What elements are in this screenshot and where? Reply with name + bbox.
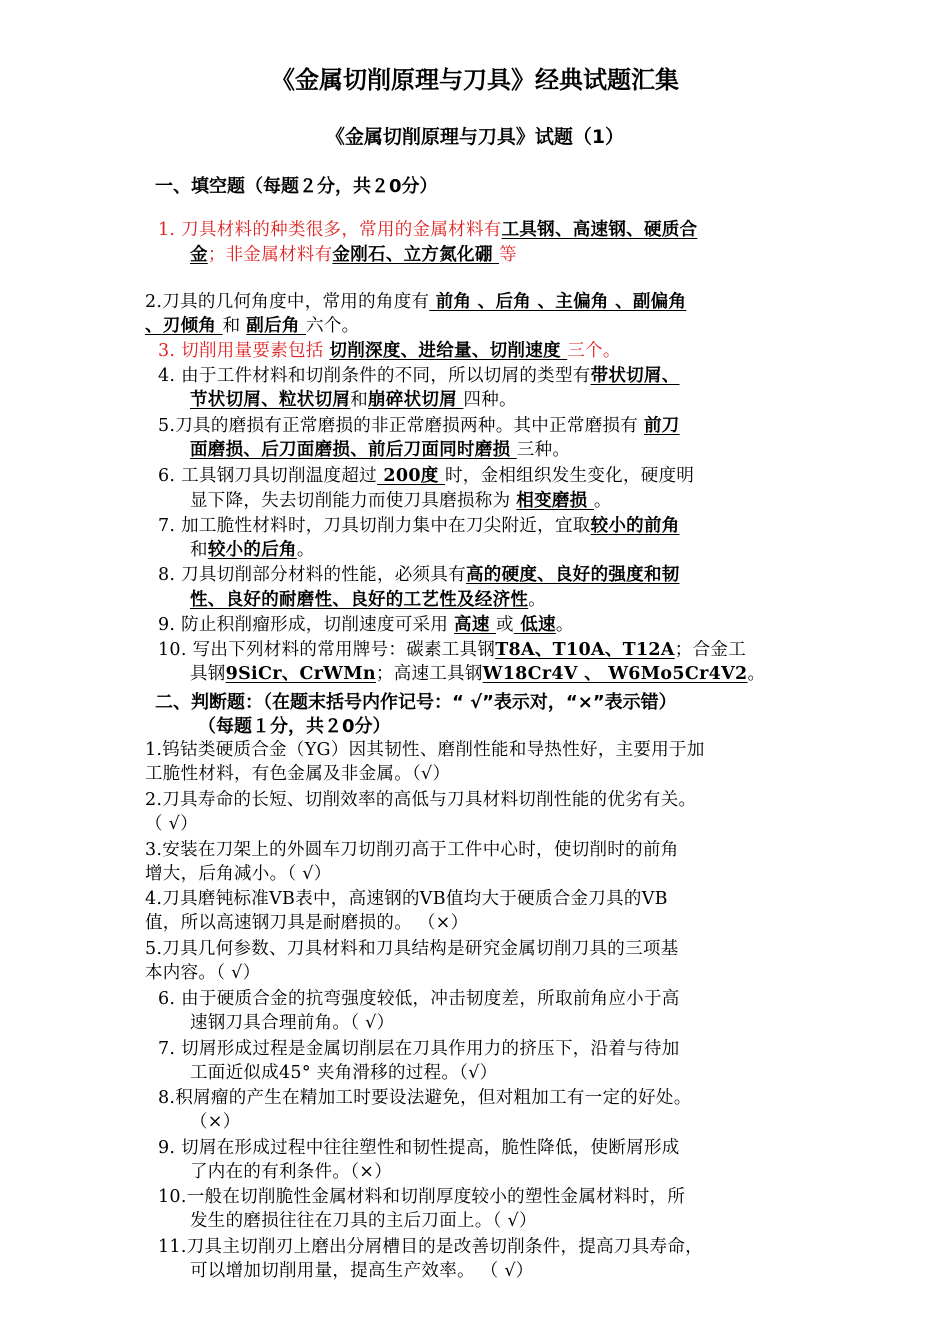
fill-q2-text3: 六个。 [306, 316, 360, 336]
fill-q4-text: 4. 由于工件材料和切削条件的不同，所以切屑的类型有 [158, 366, 591, 386]
document-subtitle: 《金属切削原理与刀具》试题（1） [325, 126, 625, 148]
judge-q7-line1: 7. 切屑形成过程是金属切削层在刀具作用力的挤压下，沿着与待加 [158, 1039, 680, 1059]
fill-q5-answer-cont: 面磨损、后刀面磨损、前后刀面同时磨损 [190, 440, 517, 460]
fill-q10-text: 10. 写出下列材料的常用牌号：碳素工具钢 [158, 640, 496, 660]
fill-q3 [158, 339, 621, 363]
fill-q5-answer: 前刀 [643, 416, 680, 436]
fill-q4-answer2: 崩碎状切屑 [368, 390, 464, 410]
fill-q5-line1 [158, 414, 680, 438]
fill-q4-answer-cont: 节状切屑、粒状切屑 [190, 390, 351, 410]
section-judge-note: （每题１分，共２0分） [198, 716, 391, 737]
judge-q6-line1: 6. 由于硬质合金的抗弯强度较低，冲击韧度差，所取前角应小于高 [158, 989, 680, 1009]
fill-q1-text3: 等 [499, 245, 517, 265]
fill-q6-answer2: 相变磨损 [516, 491, 594, 511]
fill-q2-line2 [145, 314, 359, 338]
fill-q7-line1 [158, 514, 680, 538]
fill-q8-text2: 。 [528, 590, 547, 610]
document-title: 《金属切削原理与刀具》经典试题汇集 [271, 66, 679, 94]
fill-q2-answer-cont: 、刃倾角 [145, 316, 223, 336]
fill-q6-text: 6. 工具钢刀具切削温度超过 [158, 466, 377, 486]
fill-q5-text: 5.刀具的磨损有正常磨损的非正常磨损两种。其中正常磨损有 [158, 416, 644, 436]
fill-q6-line2 [190, 489, 612, 513]
fill-q6-text3: 显下降，失去切削能力而使刀具磨损称为 [190, 491, 517, 511]
fill-q10-answer3: W18Cr4V 、 W6Mo5Cr4V2 [482, 664, 748, 684]
fill-q4-text2: 和 [350, 390, 369, 410]
judge-q2-line2: （ √） [145, 814, 198, 834]
judge-q1-line2: 工脆性材料，有色金属及非金属。（√） [145, 764, 451, 784]
fill-q6-text4: 。 [593, 491, 612, 511]
fill-q1-line1 [158, 218, 697, 242]
fill-q10-answer2: 9SiCr、CrWMn [225, 664, 376, 684]
fill-q7-text: 7. 加工脆性材料时，刀具切削力集中在刀尖附近，宜取 [158, 516, 591, 536]
fill-q10-text4: ；高速工具钢 [375, 664, 483, 684]
fill-q8-line2 [190, 588, 546, 612]
fill-q3-text2: 三个。 [567, 341, 621, 361]
judge-q9-line2: 了内在的有利条件。（×） [190, 1162, 393, 1182]
judge-q6-line2: 速钢刀具合理前角。（ √） [190, 1013, 395, 1033]
fill-q7-text3: 。 [296, 540, 315, 560]
fill-q2-text: 2.刀具的几何角度中，常用的角度有 [145, 292, 430, 312]
judge-q9-line1: 9. 切屑在形成过程中往往塑性和韧性提高，脆性降低，使断屑形成 [158, 1138, 680, 1158]
fill-q1-answer-cont: 金 [190, 245, 208, 265]
section-judge-heading: 二、判断题：（在题末括号内作记号：“ √”表示对，“×”表示错） [155, 692, 677, 713]
fill-q9-answer2: 低速 [513, 615, 556, 635]
fill-q6-text2: 时，金相组织发生变化，硬度明 [444, 466, 695, 486]
fill-q7-line2 [190, 538, 315, 562]
fill-q4-answer: 带状切屑、 [590, 366, 680, 386]
fill-q2-text2: 和 [222, 316, 247, 336]
judge-q3-line2: 增大，后角减小。（ √） [145, 864, 332, 884]
judge-q8-line2: （×） [190, 1112, 241, 1132]
fill-q2-answer2: 副后角 [246, 316, 307, 336]
fill-q6-answer: 200度 [376, 466, 445, 486]
fill-q2-line1 [145, 290, 686, 314]
judge-q5-line1: 5.刀具几何参数、刀具材料和刀具结构是研究金属切削刀具的三项基 [145, 939, 679, 959]
section-fill-heading: 一、填空题（每题２分，共２0分） [155, 176, 438, 197]
fill-q1-line2 [190, 243, 517, 267]
fill-q9 [158, 613, 574, 637]
fill-q10-line2 [190, 662, 765, 686]
fill-q8-line1 [158, 563, 680, 587]
fill-q9-text2: 或 [496, 615, 514, 635]
fill-q8-answer: 高的硬度、良好的强度和韧 [465, 565, 680, 585]
fill-q5-line2 [190, 438, 570, 462]
judge-q5-line2: 本内容。（ √） [145, 963, 261, 983]
judge-q7-line2: 工面近似成45° 夹角滑移的过程。（√） [190, 1063, 498, 1083]
fill-q3-answer: 切削深度、进给量、切削速度 [329, 341, 568, 361]
judge-q11-line2: 可以增加切削用量，提高生产效率。 （ √） [190, 1261, 534, 1281]
fill-q9-answer: 高速 [454, 615, 497, 635]
fill-q3-text: 3. 切削用量要素包括 [158, 341, 330, 361]
fill-q10-text2: ；合金工 [674, 640, 746, 660]
judge-q4-line1: 4.刀具磨钝标准VB表中，高速钢的VB值均大于硬质合金刀具的VB [145, 889, 668, 909]
fill-q8-answer-cont: 性、良好的耐磨性、良好的工艺性及经济性 [190, 590, 529, 610]
fill-q1-text2: ；非金属材料有 [207, 245, 333, 265]
fill-q4-line2 [190, 388, 517, 412]
fill-q1-answer: 工具钢、高速钢、硬质合 [501, 220, 698, 240]
judge-q1-line1: 1.钨钴类硬质合金（YG）因其韧性、磨削性能和导热性好，主要用于加 [145, 740, 705, 760]
fill-q7-answer2: 较小的后角 [207, 540, 297, 560]
fill-q6-line1 [158, 464, 694, 488]
fill-q7-answer: 较小的前角 [590, 516, 680, 536]
judge-q10-line2: 发生的磨损往往在刀具的主后刀面上。（ √） [190, 1211, 537, 1231]
fill-q5-text2: 三种。 [516, 440, 571, 460]
judge-q10-line1: 10.一般在切削脆性金属材料和切削厚度较小的塑性金属材料时，所 [158, 1187, 686, 1207]
judge-q11-line1: 11.刀具主切削刃上磨出分屑槽目的是改善切削条件，提高刀具寿命， [158, 1237, 703, 1257]
judge-q3-line1: 3.安装在刀架上的外圆车刀切削刃高于工件中心时，使切削时的前角 [145, 840, 679, 860]
fill-q10-text5: 。 [747, 664, 766, 684]
fill-q9-text3: 。 [555, 615, 574, 635]
judge-q4-line2: 值，所以高速钢刀具是耐磨损的。 （×） [145, 913, 469, 933]
fill-q10-line1 [158, 638, 746, 662]
fill-q10-text3: 具钢 [190, 664, 226, 684]
fill-q1-answer2: 金刚石、立方氮化硼 [332, 245, 500, 265]
fill-q8-text: 8. 刀具切削部分材料的性能，必须具有 [158, 565, 466, 585]
fill-q4-text3: 四种。 [463, 390, 517, 410]
fill-q2-answer: 前角 、后角 、主偏角 、副偏角 [429, 292, 687, 312]
fill-q10-answer: T8A、T10A、T12A [495, 640, 675, 660]
fill-q7-text2: 和 [190, 540, 208, 560]
judge-q2-line1: 2.刀具寿命的长短、切削效率的高低与刀具材料切削性能的优劣有关。 [145, 790, 697, 810]
judge-q8-line1: 8.积屑瘤的产生在精加工时要设法避免，但对粗加工有一定的好处。 [158, 1088, 692, 1108]
fill-q1-text: 1. 刀具材料的种类很多，常用的金属材料有 [158, 220, 502, 240]
fill-q4-line1 [158, 364, 680, 388]
fill-q9-text: 9. 防止积削瘤形成，切削速度可采用 [158, 615, 455, 635]
